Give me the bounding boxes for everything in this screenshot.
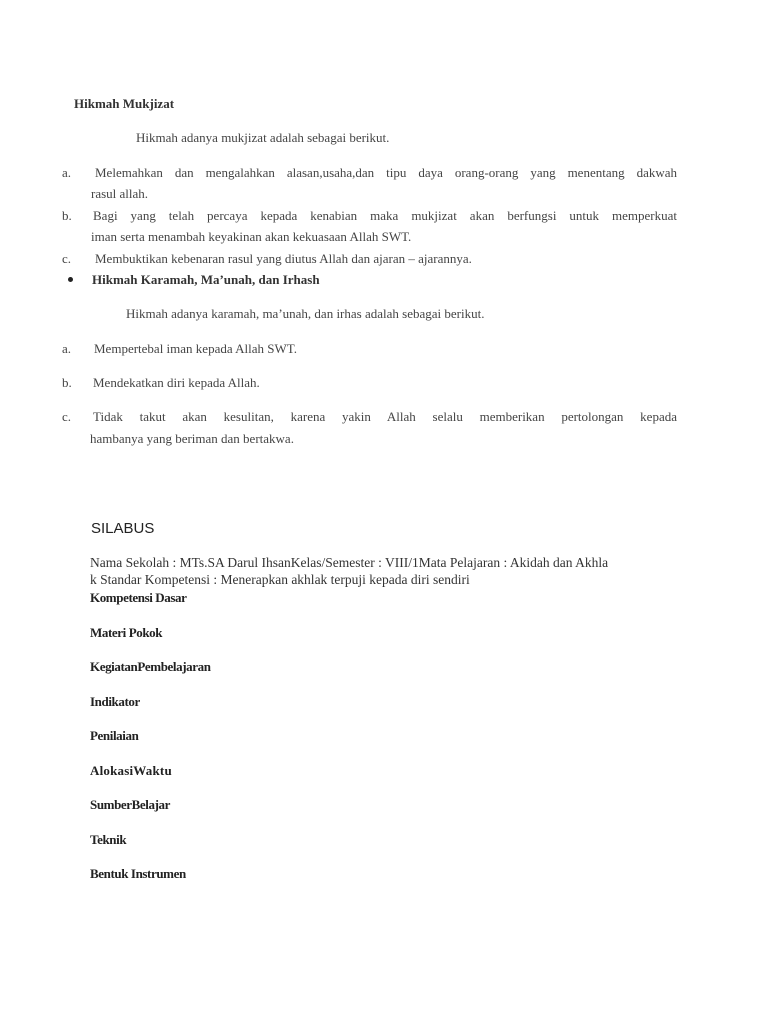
silabus-label: SumberBelajar [90, 797, 171, 812]
silabus-label: Materi Pokok [90, 625, 163, 640]
silabus-info-line: k Standar Kompetensi : Menerapkan akhlak terpuji kepada diri sendiri [90, 572, 470, 587]
list-item-text-cont: hambanya yang beriman dan bertakwa. [90, 431, 294, 446]
silabus-title: SILABUS [91, 520, 155, 537]
silabus-label: Indikator [90, 694, 140, 709]
bullet-icon [68, 277, 73, 282]
list-item-text: Tidak takut akan kesulitan, karena yakin Allah selalu memberikan pertolongan kepada [93, 409, 677, 424]
list-item-text-cont: iman serta menambah keyakinan akan kekuasaan Allah SWT. [91, 229, 412, 244]
section-intro-karamah: Hikmah adanya karamah, ma’unah, dan irhas adalah sebagai berikut. [126, 306, 485, 321]
list-item-text: Bagi yang telah percaya kepada kenabian maka mukjizat akan berfungsi untuk memperkuat [93, 208, 677, 223]
list-item-text: Mendekatkan diri kepada Allah. [93, 375, 260, 390]
silabus-label: Teknik [90, 832, 127, 847]
list-item-letter: c. [62, 409, 72, 424]
list-item-text: Melemahkan dan mengalahkan alasan,usaha,dan tipu daya orang-orang yang menentang dakwah [95, 165, 677, 180]
silabus-label: AlokasiWaktu [90, 763, 172, 778]
silabus-label: Penilaian [90, 728, 139, 743]
list-item-text-cont: rasul allah. [91, 186, 149, 201]
silabus-label: Bentuk Instrumen [90, 866, 186, 881]
silabus-label: KegiatanPembelajaran [90, 659, 211, 674]
list-item-letter: a. [62, 165, 72, 180]
section-heading-karamah: Hikmah Karamah, Ma’unah, dan Irhash [92, 272, 320, 287]
list-item-letter: b. [62, 208, 72, 223]
list-item-letter: c. [62, 251, 72, 266]
silabus-info-line: Nama Sekolah : MTs.SA Darul IhsanKelas/Semester : VIII/1Mata Pelajaran : Akidah dan Akhla [90, 555, 609, 570]
list-item-letter: b. [62, 375, 72, 390]
list-item-text: Membuktikan kebenaran rasul yang diutus Allah dan ajaran – ajarannya. [95, 251, 472, 266]
list-item-text: Mempertebal iman kepada Allah SWT. [94, 341, 297, 356]
silabus-label: Kompetensi Dasar [90, 590, 187, 605]
section-heading-mukjizat: Hikmah Mukjizat [74, 96, 175, 111]
section-intro-mukjizat: Hikmah adanya mukjizat adalah sebagai berikut. [136, 130, 390, 145]
list-item-letter: a. [62, 341, 72, 356]
